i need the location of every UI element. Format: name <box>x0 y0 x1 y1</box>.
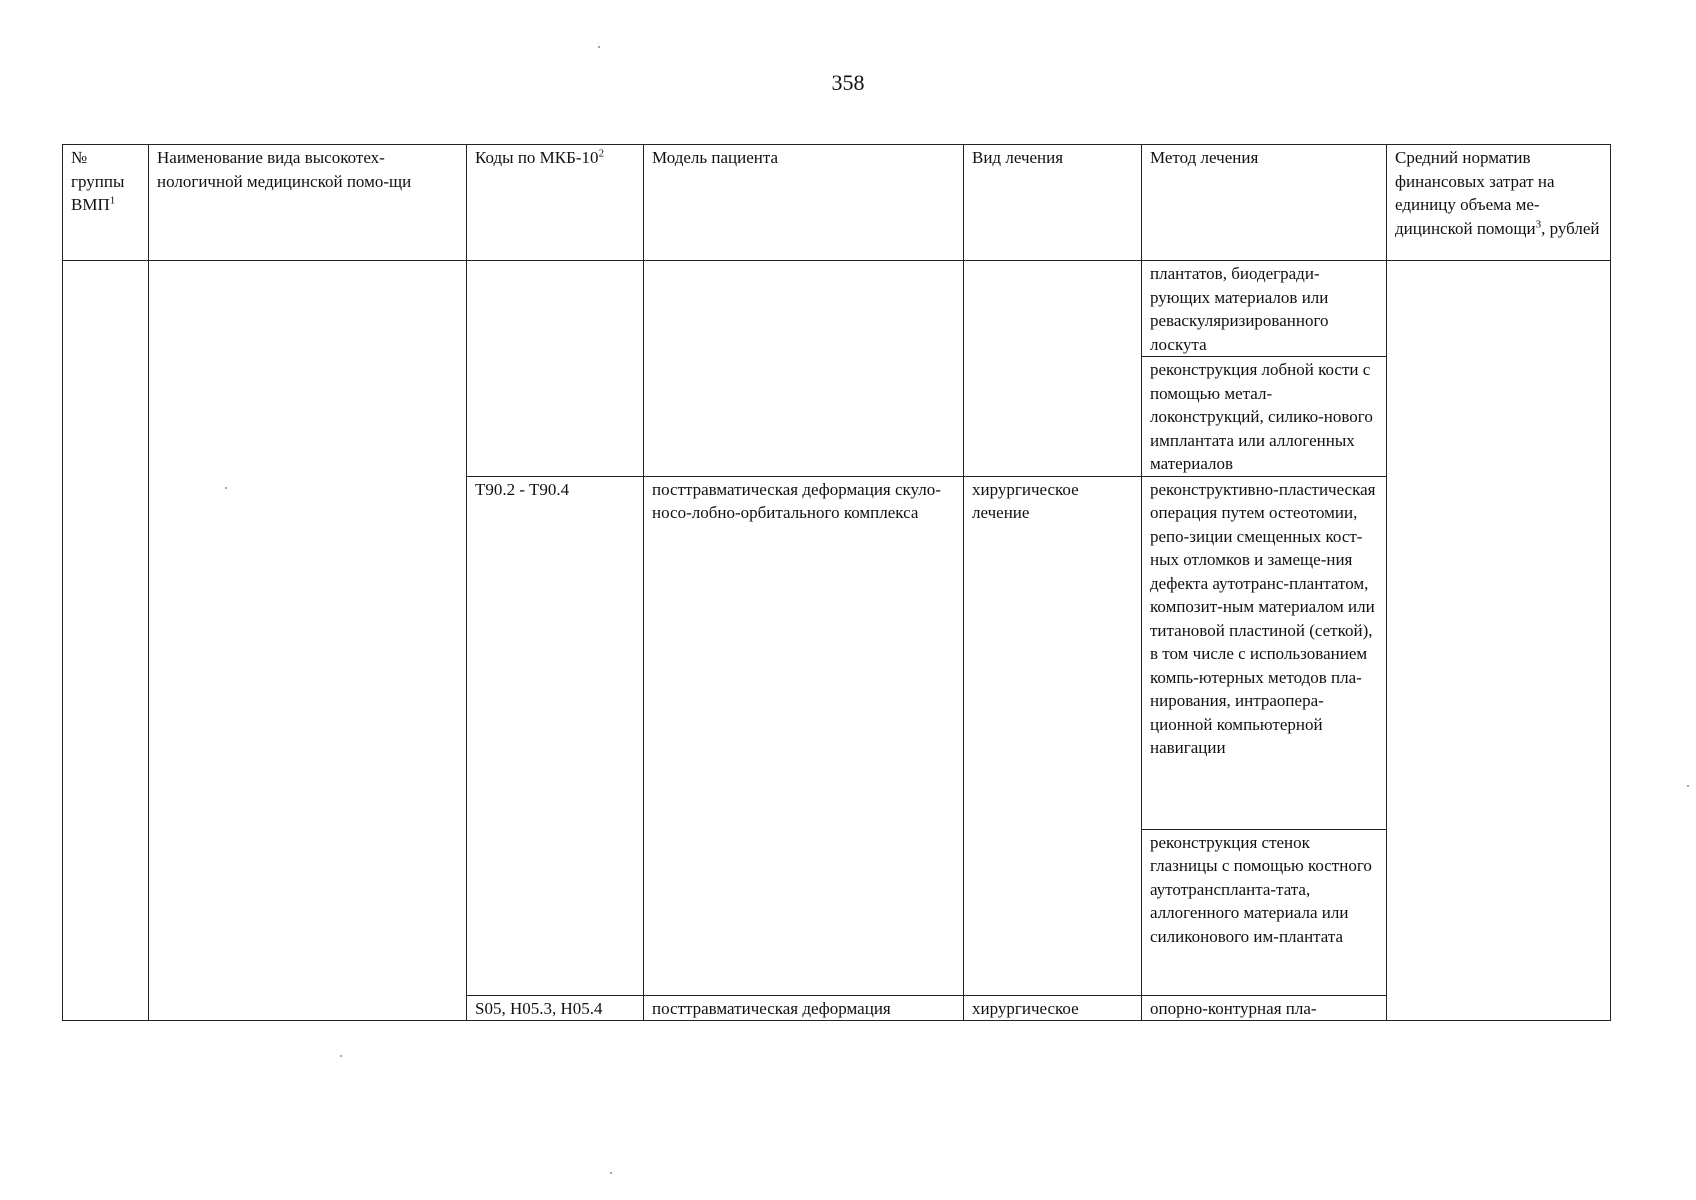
header-treatment-type: Вид лечения <box>964 145 1142 261</box>
codes-cell-continued <box>467 261 644 477</box>
method-cell: плантатов, биодегради-рующих материалов или реваскуляризированного лоскута <box>1142 261 1387 357</box>
scan-speck <box>225 487 227 489</box>
header-patient-model: Модель пациента <box>644 145 964 261</box>
icd-codes-cell: T90.2 - T90.4 <box>467 476 644 995</box>
method-cell: реконструкция лобной кости с помощью метал-локонструкций, силико-нового имплантата или аллогенных материалов <box>1142 357 1387 477</box>
method-cell: реконструктивно-пластическая операция путем остеотомии, репо-зиции смещенных кост-ных отломков и замеще-ния дефекта аутотранс-плантатом, композит-ным материалом или титановой пластиной (сеткой), в том числе с использованием компь-ютерных методов пла-нирования, интраопера-ционной компьютерной навигации <box>1142 476 1387 829</box>
care-type-cell <box>149 261 467 1021</box>
method-cell: опорно-контурная пла- <box>1142 995 1387 1021</box>
scan-speck <box>1687 785 1689 787</box>
treatment-type-cell: хирургическое <box>964 995 1142 1021</box>
treatment-type-cell: хирургическое лечение <box>964 476 1142 995</box>
method-cell: реконструкция стенок глазницы с помощью костного аутотранспланта-тата, аллогенного материала или силиконового им-плантата <box>1142 829 1387 995</box>
header-group-number: № группы ВМП$^1$ <box>63 145 149 261</box>
header-care-type-name: Наименование вида высокотех-нологичной медицинской помо-щи <box>149 145 467 261</box>
patient-model-cell: посттравматическая деформация <box>644 995 964 1021</box>
icd-codes-cell: S05, H05.3, H05.4 <box>467 995 644 1021</box>
treatment-cell-continued <box>964 261 1142 477</box>
header-treatment-method: Метод лечения <box>1142 145 1387 261</box>
header-cost-norm: Средний норматив финансовых затрат на единицу объема ме-дицинской помощи$^3$, рублей <box>1387 145 1611 261</box>
vmp-table <box>62 144 1611 1021</box>
scan-speck <box>340 1055 342 1057</box>
header-icd-codes: Коды по МКБ-$10^2$ <box>467 145 644 261</box>
header-row <box>63 145 1611 261</box>
table-row <box>63 261 1611 357</box>
page-number: 358 <box>831 70 865 95</box>
group-number-cell <box>63 261 149 1021</box>
model-cell-continued <box>644 261 964 477</box>
cost-norm-cell <box>1387 261 1611 1021</box>
scan-speck <box>610 1172 612 1174</box>
scan-speck <box>598 46 600 48</box>
patient-model-cell: посттравматическая деформация скуло-носо-лобно-орбитального комплекса <box>644 476 964 995</box>
